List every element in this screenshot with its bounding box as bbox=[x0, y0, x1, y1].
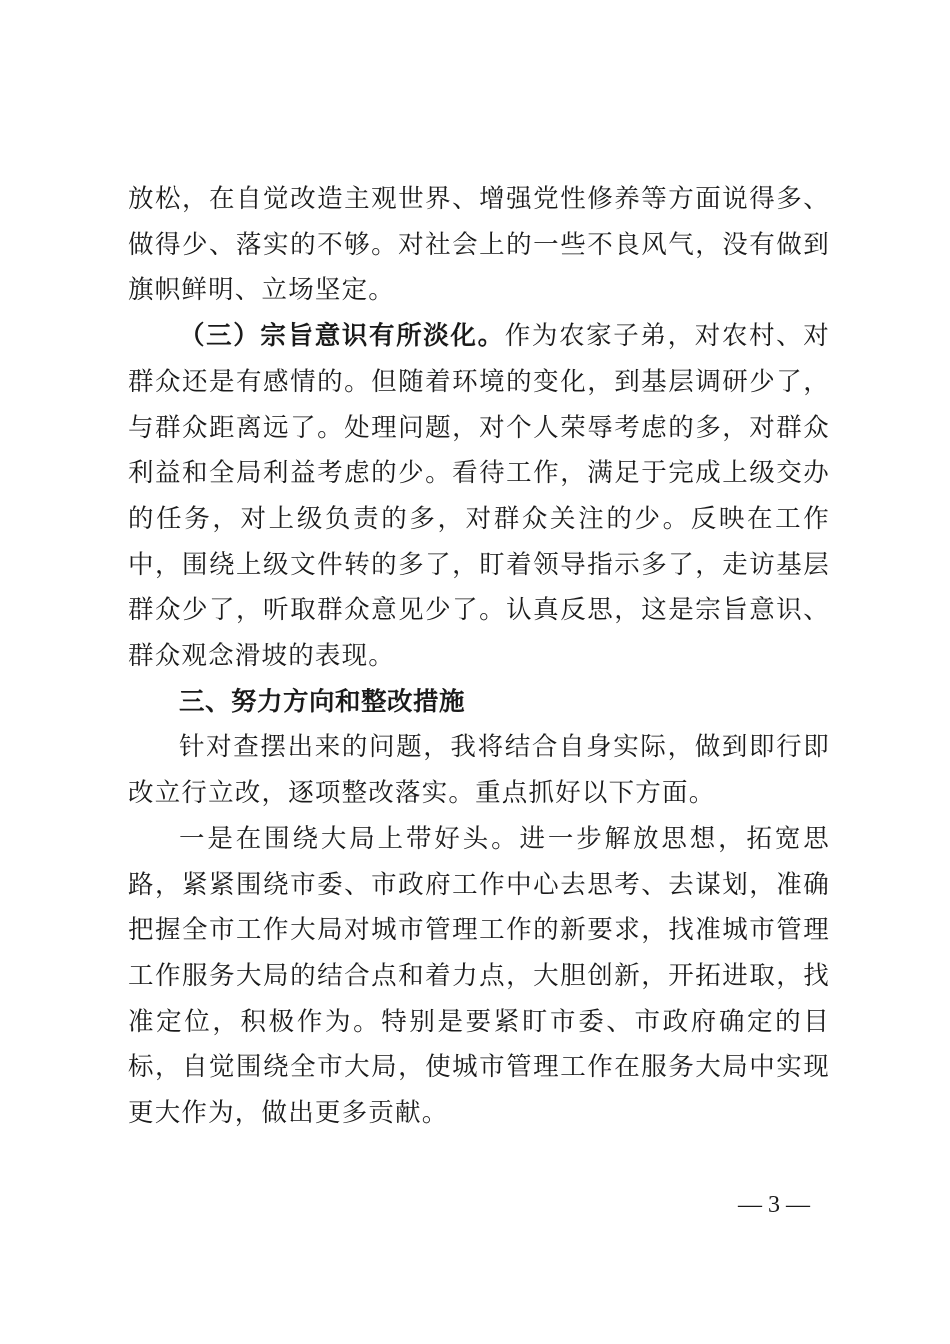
paragraph-purpose-awareness bbox=[128, 314, 830, 680]
paragraph-text: 一是在围绕大局上带好头。进一步解放思想，拓宽思路，紧紧围绕市委、市政府工作中心去思考、去谋划，准确把握全市工作大局对城市管理工作的新要求，找准城市管理工作服务大局的结合点和着力点，大胆创新，开拓进取，找准定位，积极作为。特别是要紧盯市委、市政府确定的目标，自觉围绕全市大局，使城市管理工作在服务大局中实现更大作为，做出更多贡献。 bbox=[128, 823, 830, 1129]
paragraph-text: 作为农家子弟，对农村、对群众还是有感情的。但随着环境的变化，到基层调研少了，与群众距离远了。处理问题，对个人荣辱考虑的多，对群众利益和全局利益考虑的少。看待工作，满足于完成上级交办的任务，对上级负责的多，对群众关注的少。反映在工作中，围绕上级文件转的多了，盯着领导指示多了，走访基层群众少了，听取群众意见少了。认真反思，这是宗旨意识、群众观念滑坡的表现。 bbox=[128, 321, 830, 672]
section-heading: 三、努力方向和整改措施 bbox=[179, 686, 466, 717]
paragraph-text: 针对查摆出来的问题，我将结合自身实际，做到即行即改立行立改，逐项整改落实。重点抓好以下方面。 bbox=[128, 732, 830, 809]
paragraph-lead-heading: （三）宗旨意识有所淡化。 bbox=[179, 321, 505, 352]
page-number: — 3 — bbox=[738, 1192, 810, 1218]
paragraph-text: 放松，在自觉改造主观世界、增强党性修养等方面说得多、做得少、落实的不够。对社会上的一些不良风气，没有做到旗帜鲜明、立场坚定。 bbox=[128, 184, 830, 306]
paragraph-measure-one bbox=[128, 817, 830, 1137]
document-body bbox=[128, 177, 830, 1137]
paragraph-continuation bbox=[128, 177, 830, 314]
paragraph-intro bbox=[128, 725, 830, 816]
